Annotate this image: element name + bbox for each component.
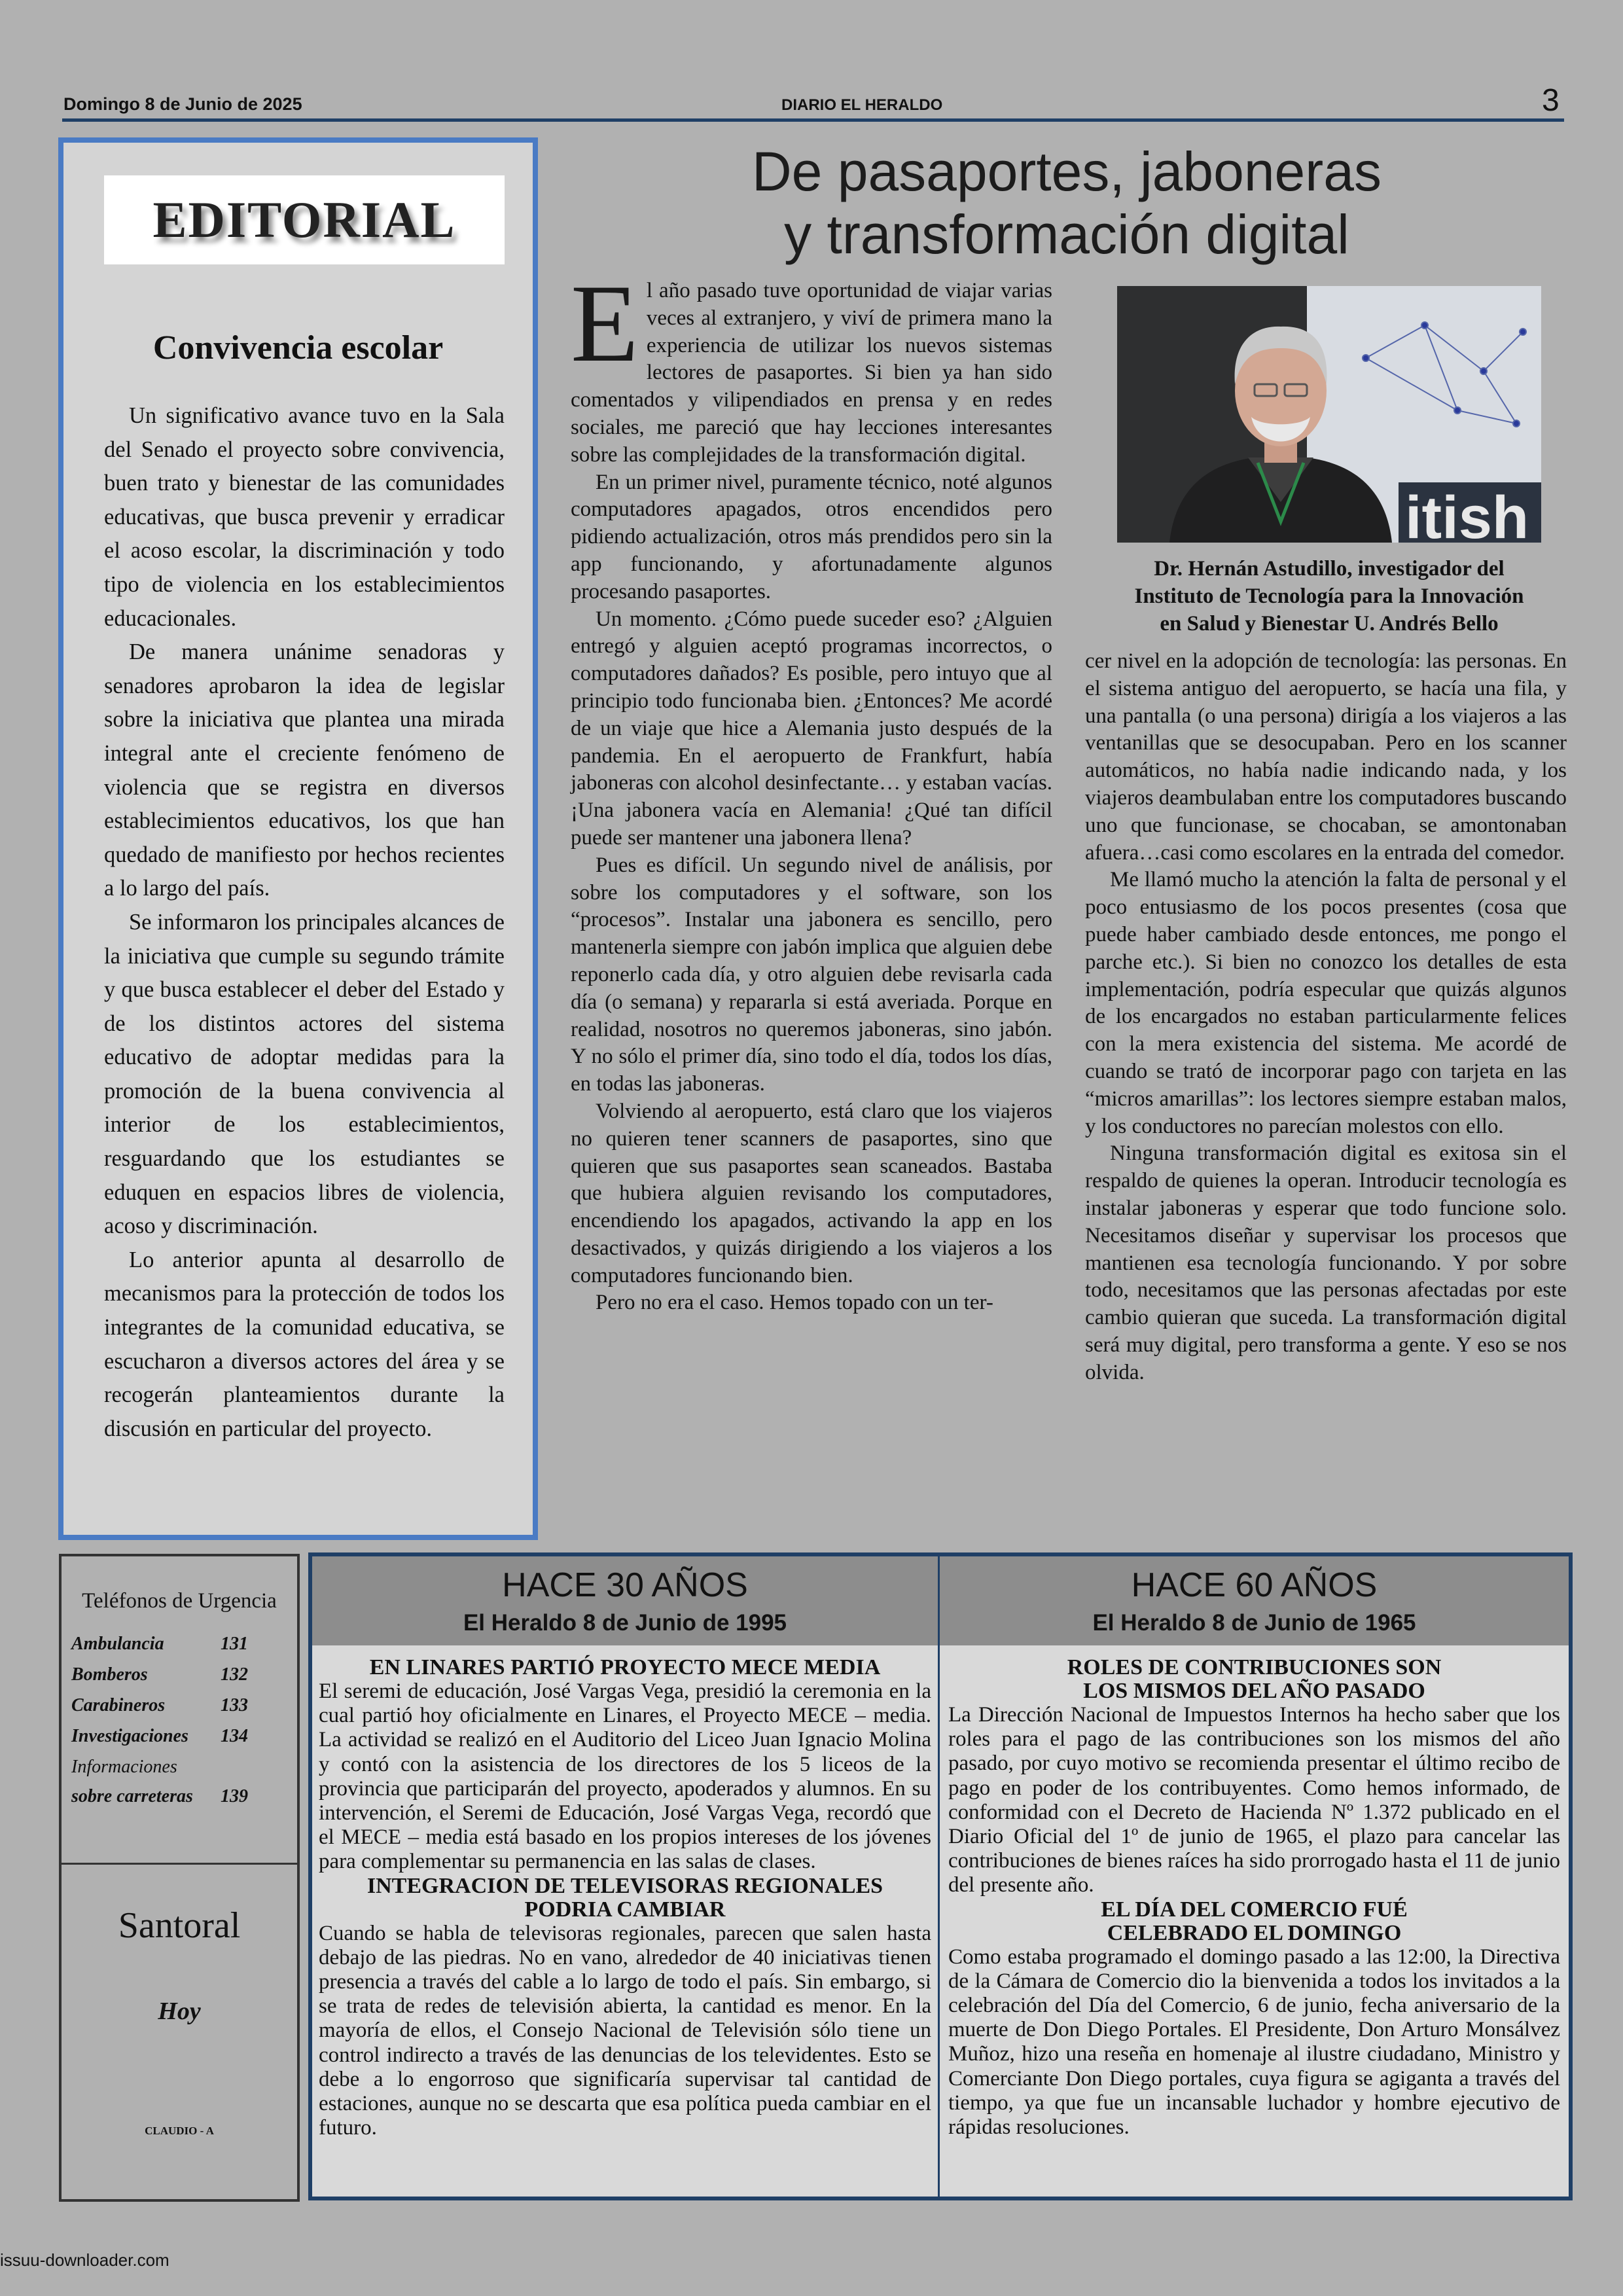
hace60-subtitle: El Heraldo 8 de Junio de 1965 bbox=[1092, 1610, 1416, 1636]
editorial-box bbox=[58, 137, 538, 1540]
santoral-subtitle: Hoy bbox=[158, 1998, 201, 2025]
article-paragraph: Un momento. ¿Cómo puede suceder eso? ¿Alguien entregó y alguien aceptó programas incorrectos, o computadores dañados? Es posible, pero intuyo que al principio todo funcionaba bien. ¿Entonces? Me acordé de un viaje que hice a Alemania justo después de la pandemia. En el aeropuerto de Frankfurt, había jaboneras con alcohol desinfectante… y estaban vacías. ¡Una jabonera vacía en Alemania! ¿Qué tan difícil puede ser mantener una jabonera llena? bbox=[571, 607, 1052, 850]
photo-caption-line: Dr. Hernán Astudillo, investigador del bbox=[1154, 557, 1505, 581]
article-paragraph: El año pasado tuve oportunidad de viajar varias veces al extranjero, y viví de primera mano la experiencia de utilizar los nuevos sistemas lectores de pasaportes. Si bien ya han sido comentados y vilipendiados en prensa y en redes sociales, me pareció que hay lecciones interesantes sobre las complejidades de la transformación digital. bbox=[571, 262, 1052, 467]
phone-entry-name: Investigaciones bbox=[71, 1726, 188, 1746]
phone-entry-name: sobre carreteras bbox=[71, 1786, 193, 1806]
article-title-line: y transformación digital bbox=[784, 204, 1349, 265]
editorial-paragraph: Lo anterior apunta al desarrollo de mecanismos para la protección de todos los integrantes de la comunidad educativa, se escucharon a diversos actores del área y se recogerán planteamientos durante la discusión en particular del proyecto. bbox=[104, 1247, 505, 1441]
photo-sign-text: itish bbox=[1405, 484, 1529, 543]
hace60-stories bbox=[948, 1656, 1560, 2140]
photo-caption-line: Instituto de Tecnología para la Innovación bbox=[1134, 584, 1524, 608]
article-paragraph: Pero no era el caso. Hemos topado con un ter- bbox=[596, 1291, 993, 1315]
editorial-paragraph: De manera unánime senadoras y senadores aprobaron la idea de legislar sobre la iniciativa que plantea una mirada integral ante el creciente fenómeno de violencia que se registra en diversos establecimientos educativos, los que han quedado de manifiesto por hechos recientes a lo largo del país. bbox=[104, 639, 505, 901]
drop-cap: E bbox=[571, 262, 639, 385]
editorial-heading: Convivencia escolar bbox=[152, 329, 444, 367]
article-paragraph: Ninguna transformación digital es exitosa sin el respaldo de quienes la operan. Introducir tecnología es instalar jaboneras y esperar que todo funcione solo. Necesitamos diseñar y supervisar los procesos que mantienen esa tecnología funcionando. Y por sobre todo, necesitamos que las personas afectadas por este cambio quieran que suceda. La transformación digital será muy digital, pero transforma a gente. Y eso se nos olvida. bbox=[1085, 1141, 1567, 1384]
hace60-story1-headline: ROLES DE CONTRIBUCIONES SON LOS MISMOS DEL AÑO PASADO bbox=[1067, 1655, 1442, 1703]
hace60-story2-body: Como estaba programado el domingo pasado a las 12:00, la Directiva de la Cámara de Comercio dio la bienvenida a todos los invitados a la celebración del Día del Comercio, 6 de junio, fecha aniversario de la muerte de Don Diego Portales. El Presidente, Don Arturo Monsálvez Muñoz, hizo una reseña en homenaje al ilustre ciudadano, Ministro y Comerciante Don Diego portales, cuya figura se agiganta a través del tiempo, ya que fue un incansable luchador y hombre ejecutivo de rápidas resoluciones. bbox=[948, 1945, 1560, 2140]
santoral-name: CLAUDIO - A bbox=[145, 2125, 214, 2137]
photo-caption-line: en Salud y Bienestar U. Andrés Bello bbox=[1160, 612, 1499, 636]
hace30-story1-body: El seremi de educación, José Vargas Vega, presidió la ceremonia en la cual partió hoy oficialmente en Linares, el Proyecto MECE – media. La actividad se realizó en el Auditorio del Liceo Juan Ignacio Molina y contó con la asistencia de los directores de los 5 liceos de la provincia que participarán del proyecto, apoderados y alumnos. En su intervención, el Seremi de Educación, José Vargas Vega, recordó que el MECE – media está basado en los propios intereses de los jóvenes para complementar su permanencia en las salas de clases. bbox=[319, 1679, 931, 1874]
hace30-title: HACE 30 AÑOS bbox=[502, 1566, 748, 1604]
source-watermark: issuu-downloader.com bbox=[0, 2250, 169, 2270]
hace30-header bbox=[312, 1556, 938, 1645]
section-divider bbox=[62, 1863, 297, 1865]
hace30-subtitle: El Heraldo 8 de Junio de 1995 bbox=[463, 1610, 787, 1636]
urgency-phones-title: Teléfonos de Urgencia bbox=[82, 1589, 277, 1613]
phone-entry bbox=[71, 1634, 294, 1655]
hace30-story2-body: Cuando se habla de televisoras regionales, parecen que salen hasta debajo de las piedras. No en vano, alrededor de 40 iniciativas tienen presencia a través del cable a lo largo de todo el país. Sin embargo, si se trata de redes de televisión abierta, la cantidad es menor. En la mayoría de ellos, el Consejo Nacional de Televisión sólo tiene un control indirecto a través de las denuncias de los televidentes. Esto se debe a lo engorroso que significaría supervisar tal cantidad de estaciones, aunque no se descarta que esa política pueda cambiar en el futuro. bbox=[319, 1921, 931, 2140]
page-number: 3 bbox=[1542, 83, 1560, 118]
column-divider bbox=[938, 1556, 940, 2197]
author-photo bbox=[1117, 286, 1541, 543]
article-paragraph: Pues es difícil. Un segundo nivel de análisis, por sobre los computadores y el software, son los “procesos”. Instalar una jabonera es sencillo, pero mantenerla siempre con jabón implica que alguien debe reponerlo cada día, y otro alguien debe revisarla cada día (o semana) y repararla si está averiada. Porque en realidad, nosotros no queremos jaboneras, sino jabón. Y no sólo el primer día, sino todo el día, todos los días, en todas las jaboneras. bbox=[571, 853, 1052, 1096]
editorial-banner bbox=[104, 175, 505, 264]
hace60-header bbox=[940, 1556, 1569, 1645]
editorial-paragraph: Se informaron los principales alcances de la iniciativa que cumple su segundo trámite y que busca establecer el deber del Estado y de los distintos actores del sistema educativo de adoptar medidas para la promoción de la buena convivencia al interior de los establecimientos, resguardando que los estudiantes se eduquen en espacios libres de violencia, acoso y discriminación. bbox=[104, 909, 505, 1239]
hace30-story2-headline: INTEGRACION DE TELEVISORAS REGIONALES PODRIA CAMBIAR bbox=[366, 1873, 883, 1922]
header-rule bbox=[62, 118, 1564, 122]
editorial-title: EDITORIAL bbox=[152, 191, 456, 248]
hace60-story1-body: La Dirección Nacional de Impuestos Internos ha hecho saber que los roles para el pago de las contribuciones son los mismos del año pasado, por cuyo motivo se recomienda presentar el último recibo de pago en poder de los contribuyentes. Como hemos informado, de conformidad con el Decreto de Hacienda Nº 1.372 publicado en el Diario Oficial del 1º de junio de 1965, el plazo para cancelar las contribuciones de bienes raíces ha sido prorrogado hasta el 11 de junio del presente año. bbox=[948, 1703, 1560, 1897]
phone-entry bbox=[71, 1726, 294, 1747]
hace30-story1-headline: EN LINARES PARTIÓ PROYECTO MECE MEDIA bbox=[369, 1655, 881, 1679]
photo-caption bbox=[1086, 555, 1572, 637]
phone-info-label: Informaciones bbox=[71, 1757, 177, 1777]
phone-entry-number: 139 bbox=[221, 1786, 248, 1806]
phone-entry bbox=[71, 1695, 294, 1716]
phone-entry-name: Bomberos bbox=[71, 1664, 148, 1685]
article-column-2 bbox=[1085, 648, 1567, 1387]
article-paragraph: Me llamó mucho la atención la falta de personal y el poco entusiasmo de los pocos presentes (cosa que puede haber cambiado desde entonces, me pongo el parche etc.). Si bien no conozco los detalles de esta implementación, podría especular que quizás algunos de los encargados no estaban particularmente felices con la mera existencia del sistema. Me acordé de cuando se trató de incorporar pago con tarjeta en las “micros amarillas”: los lectores siempre estaban malos, y los conductores no parecían molestos con ello. bbox=[1085, 868, 1567, 1138]
santoral-title: Santoral bbox=[118, 1905, 241, 1946]
phone-entry-number: 132 bbox=[221, 1664, 248, 1685]
article-title-line: De pasaportes, jaboneras bbox=[752, 141, 1382, 202]
article-title bbox=[615, 140, 1518, 266]
hace60-title: HACE 60 AÑOS bbox=[1131, 1566, 1378, 1604]
phone-entry bbox=[71, 1664, 294, 1685]
editorial-paragraph: Un significativo avance tuvo en la Sala del Senado el proyecto sobre convivencia, buen trato y bienestar de las comunidades educativas, que busca prevenir y erradicar el acoso escolar, la discriminación y todo tipo de violencia en los establecimientos educacionales. bbox=[104, 403, 505, 631]
hace-anos-box bbox=[308, 1552, 1573, 2200]
phone-entry-number: 134 bbox=[221, 1726, 248, 1746]
article-paragraph: cer nivel en la adopción de tecnología: las personas. En el sistema antiguo del aeropuerto, se hacía una fila, y una pantalla (o una persona) dirigía a los viajeros a las ventanillas que se desocupaban. Pero en los scanner automáticos, no había nadie indicando nada, y los viajeros deambulaban entre los computadores buscando uno que funcionase, se chocaban, se amontonaban afuera…casi como escolares en la entrada del comedor. bbox=[1085, 649, 1567, 865]
hace30-stories bbox=[319, 1656, 931, 2140]
header-date: Domingo 8 de Junio de 2025 bbox=[63, 94, 302, 114]
article-paragraph: Volviendo al aeropuerto, está claro que los viajeros no quieren tener scanners de pasaportes, sino que quieren que sus pasaportes sean scaneados. Bastaba que hubiera alguien revisando los computadores, encendiendo los apagados, activando la app en los desactivados, y quizás dirigiendo a los viajeros a los computadores funcionando bien. bbox=[571, 1099, 1052, 1287]
hace60-story2-headline: EL DÍA DEL COMERCIO FUÉ CELEBRADO EL DOMINGO bbox=[1101, 1897, 1408, 1945]
phone-entry-number: 133 bbox=[221, 1695, 248, 1715]
newspaper-name: DIARIO EL HERALDO bbox=[781, 96, 943, 114]
article-column-1 bbox=[571, 262, 1052, 1317]
urgency-phones-box bbox=[59, 1554, 300, 2202]
phone-entry-name: Ambulancia bbox=[71, 1634, 164, 1654]
author-photo-illustration bbox=[1117, 286, 1541, 543]
phone-entry-name: Carabineros bbox=[71, 1695, 166, 1715]
editorial-body bbox=[104, 399, 505, 1446]
article-paragraph: En un primer nivel, puramente técnico, noté algunos computadores apagados, otros encendidos pero pidiendo actualización, otros más prendidos pero sin la app funcionando, y afortunadamente algunos procesando pasaportes. bbox=[571, 470, 1052, 603]
phone-entry-number: 131 bbox=[221, 1634, 248, 1654]
phone-entry bbox=[71, 1786, 294, 1807]
